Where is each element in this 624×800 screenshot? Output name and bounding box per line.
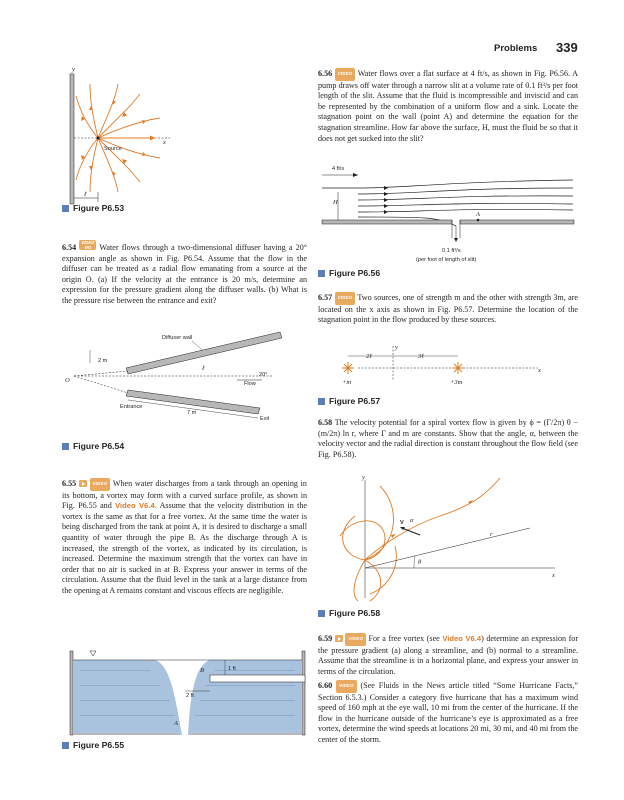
problem-6-54 [62, 240, 307, 307]
velocity-label: 4 ft/s [332, 166, 345, 172]
flow-rate-label: 0.1 ft³/s [442, 248, 461, 254]
video-badge: VIDEO [335, 68, 356, 81]
problem-number: 6.58 [318, 418, 333, 427]
origin-label: O [65, 377, 70, 384]
problem-number: 6.60 [318, 681, 333, 690]
problem-text: Two sources, one of strength m and the other with strength 3m, are located on the x axis as shown in Fig. P6.57. Determine the location of the stagnation point in the flow produced by these sources. [318, 293, 578, 325]
x-axis-label: x [538, 367, 541, 374]
entrance-label: Entrance [120, 404, 143, 410]
ell-label: ℓ [84, 191, 87, 198]
angle-label: 20° [259, 372, 268, 378]
problem-6-58 [318, 418, 578, 460]
problem-6-57 [318, 292, 578, 326]
video-link[interactable]: Video V6.4. [115, 501, 157, 511]
problem-text: Water flows through a two-dimensional diffuser having a 20° expansion angle as shown in Fig. P6.54. Assume that the flow in the diffuser can be treated as a radial flow emanating from a source at the origin O. (a) If the velocity at the entrance is 20 m/s, determine an expression for the pressure gradient along the diffuser walls. (b) What is the pressure rise between the entrance and exit? [62, 243, 307, 305]
two-ell-label: 2ℓ [366, 353, 372, 360]
theta-label: θ [418, 559, 422, 566]
problem-text: Water flows over a flat surface at 4 ft/s, as shown in Fig. P6.56. A pump draws off water through a narrow slit at a volume rate of 0.1 ft³/s per foot length of the slit. Assume that the fluid is incompressible and inviscid and can be represented by the combination of a uniform flow and a sink. Locate the stagnation point on the wall (point A) and determine the equation for the stagnation streamline. How far above the surface, H, must the fluid be so that it does not get sucked into the slit? [318, 69, 578, 143]
source-label: Source [104, 146, 122, 152]
problem-number: 6.55 [62, 479, 77, 488]
flow-note: (per foot of length of slit) [416, 257, 477, 263]
running-header: Problems [494, 43, 538, 54]
caption-p6-54: Figure P6.54 [62, 441, 124, 451]
one-ft-label: 1 ft [228, 666, 236, 672]
ell-label: ℓ [202, 365, 205, 372]
video-link[interactable]: Video V6.4 [442, 634, 482, 643]
page-number: 339 [556, 40, 578, 55]
problem-text-b: Assume that the velocity distribution in the vortex is the same as that for a free vortex. At the same time the water is being discharged from the tank at point A, it is desired to discharge a small quantity of water through the pipe B. As the discharge through A is increased, the strength of the vortex, as indicated by its circulation, is increased. Determine the maximum strength that the vortex can have in order that no air is sucked in at B. Express your answer in terms of the circulation. Assume that the fluid level in the tank at a large distance from the opening at A remains constant and viscous effects are negligible. [62, 501, 307, 595]
caption-p6-56: Figure P6.56 [318, 268, 380, 278]
two-ft-label: 2 ft [186, 693, 194, 699]
three-ell-label: 3ℓ [418, 353, 424, 360]
y-axis-label: y [395, 344, 398, 351]
caption-p6-58: Figure P6.58 [318, 608, 380, 618]
A-label: A [476, 211, 480, 218]
video-badge-text: VIDEO [81, 240, 95, 245]
alpha-label: α [410, 517, 414, 524]
H-label: H [333, 199, 338, 206]
problem-text-a: When water discharges from a tank through an opening in its bottom, a vortex may form with a curved surface profile, as shown in Fig. P6.55 and [62, 479, 307, 511]
problem-6-56 [318, 68, 578, 144]
figure-p6-53 [60, 66, 210, 216]
video-icon[interactable] [335, 635, 343, 642]
problem-number: 6.56 [318, 69, 333, 78]
go-text: GO [84, 245, 92, 250]
B-label: B [200, 667, 204, 674]
V-label: V [400, 520, 404, 526]
two-m-label: 2 m [98, 358, 108, 364]
problem-text-b: ) determine an expression for the pressure gradient (a) along a streamline, and (b) normal to a streamline. Assume that the streamline is in a horizontal plane, and express your answer in terms of the circulation. [318, 634, 579, 676]
video-badge: VIDEO [345, 633, 366, 646]
problem-text-a: For a free vortex (see [368, 634, 440, 643]
caption-p6-53: Figure P6.53 [62, 203, 124, 213]
figure-p6-57 [318, 340, 578, 390]
problem-text: The velocity potential for a spiral vortex flow is given by ϕ = (Γ/2π) θ − (m/2π) ln r, where Γ and m are constants. Show that the angle, α, between the velocity vector and the radial direction is constant throughout the flow field (see Fig. P6.58). [318, 418, 578, 459]
problem-number: 6.59 [318, 634, 333, 643]
problem-6-59 [318, 633, 578, 677]
seven-m-label: 7 m [187, 410, 197, 416]
figure-p6-55 [70, 645, 305, 737]
figure-p6-58 [330, 476, 570, 606]
r-label: r [490, 531, 493, 538]
problem-6-55 [62, 478, 307, 597]
figure-p6-54 [62, 330, 307, 425]
y-axis-label: y [362, 474, 365, 481]
go-badge [79, 240, 96, 250]
problem-number: 6.54 [62, 243, 77, 252]
figure-p6-56 [318, 160, 578, 265]
problem-text: (See Fluids in the News article titled “Some Hurricane Facts,” Section 6.5.3.) Consider a category five hurricane that has a maximum wind speed of 160 mph at the eye wall, 10 mi from the center of the hurricane. If the flow in the hurricane outside of the hurricane’s eye is approximated as a free vortex, determine the wind speeds at locations 20 mi, 30 mi, and 40 mi from the center of the storm. [318, 681, 579, 744]
video-badge: VIDEO [335, 292, 356, 305]
y-axis-label: y [72, 66, 75, 73]
video-icon[interactable] [79, 480, 87, 487]
problem-6-60 [318, 680, 578, 746]
caption-p6-57: Figure P6.57 [318, 396, 380, 406]
A-label: A [174, 720, 178, 727]
exit-label: Exit [260, 416, 270, 422]
diffuser-wall-label: Diffuser wall [162, 335, 193, 341]
flow-label: Flow [244, 381, 256, 387]
caption-p6-55: Figure P6.55 [62, 740, 124, 750]
x-axis-label: x [552, 572, 555, 579]
x-axis-label: x [163, 139, 166, 146]
video-badge: VIDEO [336, 680, 357, 693]
source-m-label: +m [342, 379, 352, 386]
problem-number: 6.57 [318, 293, 333, 302]
source-3m-label: +3m [450, 379, 463, 386]
video-badge: VIDEO [90, 478, 111, 491]
